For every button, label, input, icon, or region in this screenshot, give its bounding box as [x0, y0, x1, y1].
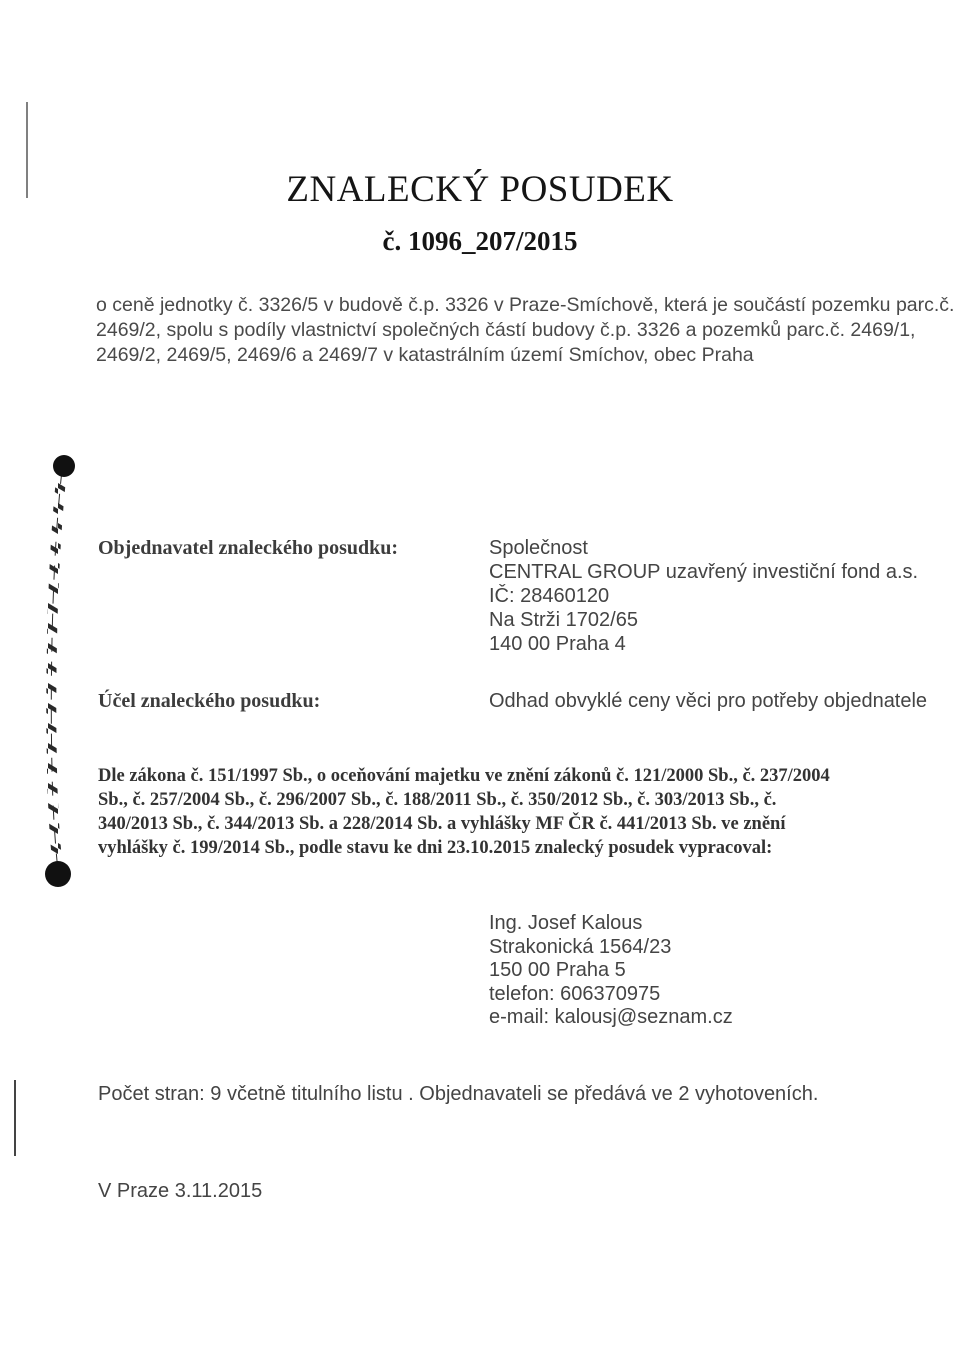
client-label: Objednavatel znaleckého posudku:	[98, 537, 399, 559]
subject-line: 2469/2, 2469/5, 2469/6 a 2469/7 v katastrálním území Smíchov, obec Praha	[96, 344, 754, 366]
page-count-note: Počet stran: 9 včetně titulního listu . Objednavateli se předává ve 2 vyhotoveních.	[98, 1083, 819, 1105]
expert-line: Strakonická 1564/23	[489, 935, 672, 958]
expert-line: telefon: 606370975	[489, 982, 661, 1005]
law-line: Sb., č. 257/2004 Sb., č. 296/2007 Sb., č. 188/2011 Sb., č. 350/2012 Sb., č. 303/2013 Sb., č.	[98, 790, 777, 810]
rivet-icon	[53, 455, 75, 477]
subject-line: o ceně jednotky č. 3326/5 v budově č.p. 3326 v Praze-Smíchově, která je součástí pozemku parc.č.	[96, 294, 955, 316]
expert-email: e-mail: kalousj@seznam.cz	[489, 1006, 733, 1028]
document-title: ZNALECKÝ POSUDEK	[286, 169, 674, 210]
expert-line: Ing. Josef Kalous	[489, 912, 643, 934]
law-line: Dle zákona č. 151/1997 Sb., o oceňování majetku ve znění zákonů č. 121/2000 Sb., č. 237/2004	[98, 766, 830, 786]
client-line: CENTRAL GROUP uzavřený investiční fond a.s.	[489, 561, 919, 583]
client-line: IČ: 28460120	[489, 585, 610, 607]
client-details	[489, 536, 918, 656]
expert-contact	[489, 912, 733, 1030]
client-line: Společnost	[489, 537, 588, 559]
document-number: č. 1096_207/2015	[382, 226, 578, 256]
client-line: Na Strži 1702/65	[489, 609, 638, 631]
legal-basis-paragraph	[98, 764, 926, 860]
twisted-cord-binding-icon	[38, 440, 84, 890]
law-line: vyhlášky č. 199/2014 Sb., podle stavu ke dni 23.10.2015 znalecký posudek vypracoval:	[98, 838, 773, 858]
subject-line: 2469/2, spolu s podíly vlastnictví společných částí budovy č.p. 3326 a pozemků parc.č. 2469/1,	[96, 319, 916, 341]
purpose-label: Účel znaleckého posudku:	[98, 690, 321, 712]
client-line: 140 00 Praha 4	[489, 633, 626, 655]
purpose-value: Odhad obvyklé ceny věci pro potřeby objednatele	[489, 690, 928, 712]
place-date: V Praze 3.11.2015	[98, 1180, 263, 1202]
expert-line: 150 00 Praha 5	[489, 959, 626, 981]
subject-paragraph	[96, 293, 955, 368]
law-line: 340/2013 Sb., č. 344/2013 Sb. a 228/2014 Sb. a vyhlášky MF ČR č. 441/2013 Sb. ve znění	[98, 814, 786, 834]
scan-mark-bottom	[10, 1078, 20, 1158]
